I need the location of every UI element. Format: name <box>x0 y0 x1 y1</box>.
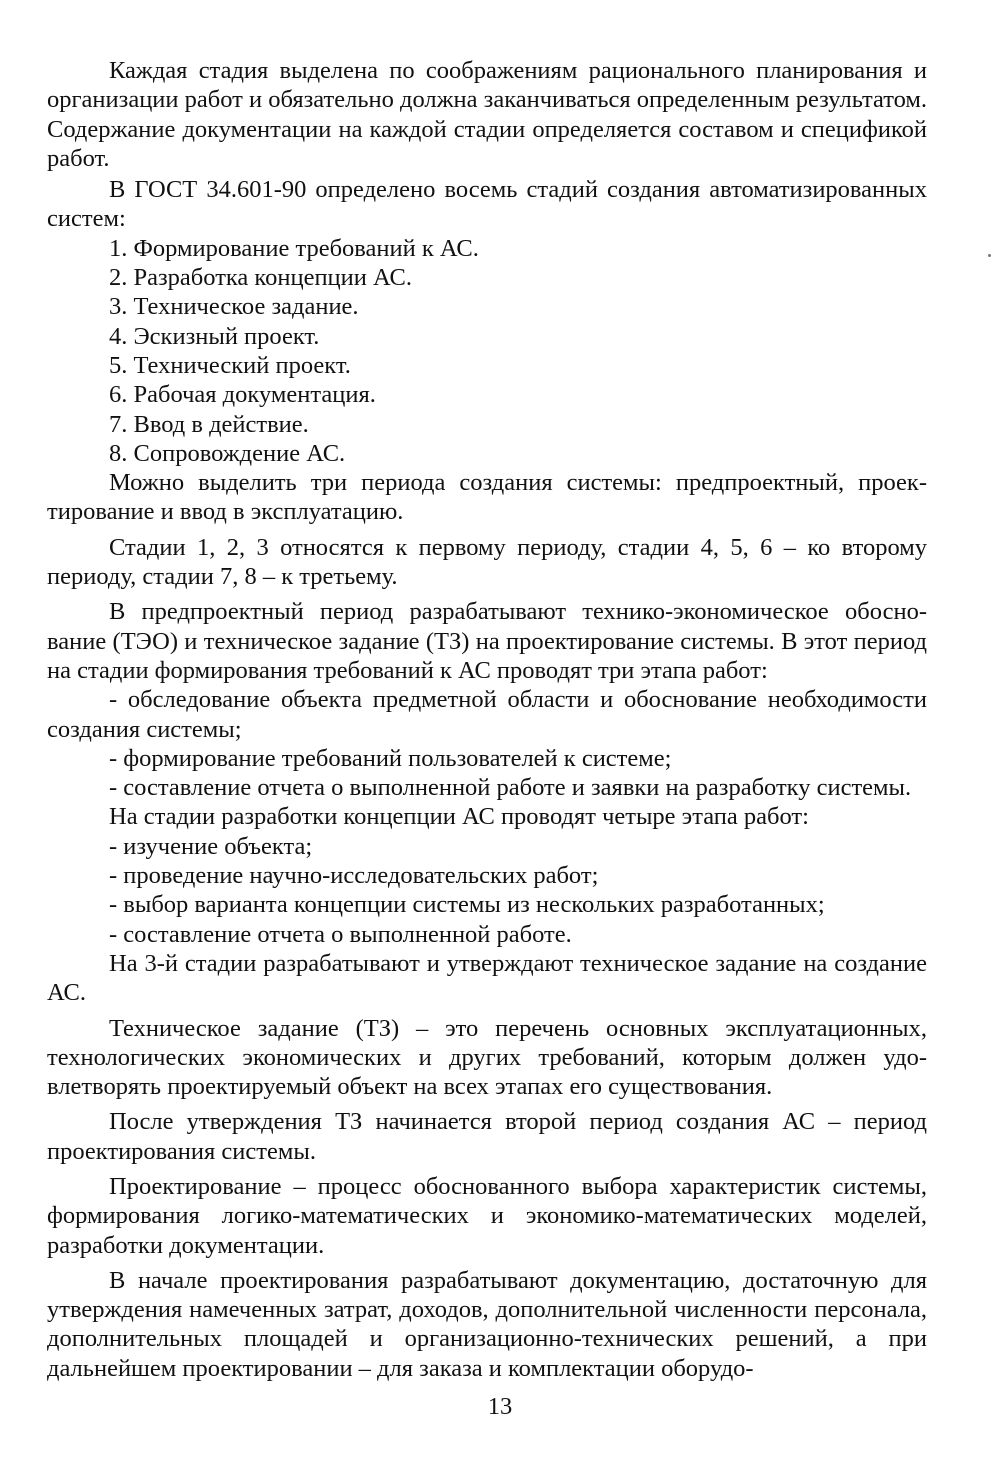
list-item: - выбор варианта концепции системы из нескольких разработанных; <box>109 891 825 919</box>
paragraph-third-stage: На 3-й стадии разрабатывают и утверждают техническое задание на создание АС. <box>47 949 927 1007</box>
list-item: 7. Ввод в действие. <box>109 410 309 438</box>
list-item: 4. Эскизный проект. <box>109 322 320 350</box>
scan-speck <box>988 254 991 257</box>
list-item: 2. Разработка концепции АС. <box>109 264 412 292</box>
stages-list <box>47 234 927 468</box>
paragraph-pre-project: В предпроектный период разрабатывают технико-экономическое обоснование (ТЭО) и техническое задание (ТЗ) на проектирование системы. В этот период на стадии формирования требований к АС проводят три этапа работ: <box>47 598 927 684</box>
list-item: 1. Формирование требований к АС. <box>109 234 479 262</box>
paragraph-periods: Можно выделить три периода создания системы: предпроектный, проектирование и ввод в эксплуатацию. <box>47 469 927 526</box>
concept-steps-list <box>47 832 927 949</box>
list-item: - изучение объекта; <box>109 832 313 860</box>
list-item: 5. Технический проект. <box>109 351 351 379</box>
list-item: - составление отчета о выполненной работе и заявки на разработку системы. <box>109 774 912 802</box>
page-number: 13 <box>487 1393 513 1420</box>
pre-project-steps-list <box>47 685 927 802</box>
document-body <box>47 56 927 1383</box>
paragraph-stage-periods: Стадии 1, 2, 3 относятся к первому периоду, стадии 4, 5, 6 – ко второму периоду, стадии 7, 8 – к третьему. <box>47 533 927 591</box>
paragraph-gost-stages: В ГОСТ 34.601-90 определено восемь стадий создания автоматизированных систем: <box>47 176 927 233</box>
list-item: 6. Рабочая документация. <box>109 381 376 409</box>
list-item: - проведение научно-исследовательских работ; <box>109 862 599 890</box>
paragraph-second-period: После утверждения ТЗ начинается второй период создания АС – период проектирования системы. <box>47 1108 927 1165</box>
list-item: - формирование требований пользователей к системе; <box>109 744 672 772</box>
paragraph-stage-purpose: Каждая стадия выделена по соображениям рационального планирования и организации работ и обязательно должна заканчиваться определенным результатом. Содержание документации на каждой стадии определяется составом и спецификой работ. <box>47 57 927 172</box>
paragraph-concept-stage: На стадии разработки концепции АС проводят четыре этапа работ: <box>109 803 809 831</box>
list-item: - обследование объекта предметной области и обоснование необходимости создания системы; <box>47 686 927 743</box>
list-item: - составление отчета о выполненной работе. <box>109 920 572 948</box>
paragraph-design-definition: Проектирование – процесс обоснованного выбора характеристик системы, формирования логико-математических и экономико-математических моделей, разработки документации. <box>47 1172 927 1259</box>
paragraph-tz-definition: Техническое задание (ТЗ) – это перечень основных эксплуатационных, технологических экономических и других требований, которым должен удовлетворять проектируемый объект на всех этапах его существования. <box>47 1014 927 1101</box>
list-item: 3. Техническое задание. <box>109 293 359 321</box>
paragraph-design-start: В начале проектирования разрабатывают документацию, достаточную для утверждения намеченных затрат, доходов, дополнительной численности персонала, дополнительных площадей и организационно-технических решений, а при дальнейшем проектировании – для заказа и комплектации оборудо- <box>47 1266 927 1382</box>
list-item: 8. Сопровождение АС. <box>109 439 346 467</box>
